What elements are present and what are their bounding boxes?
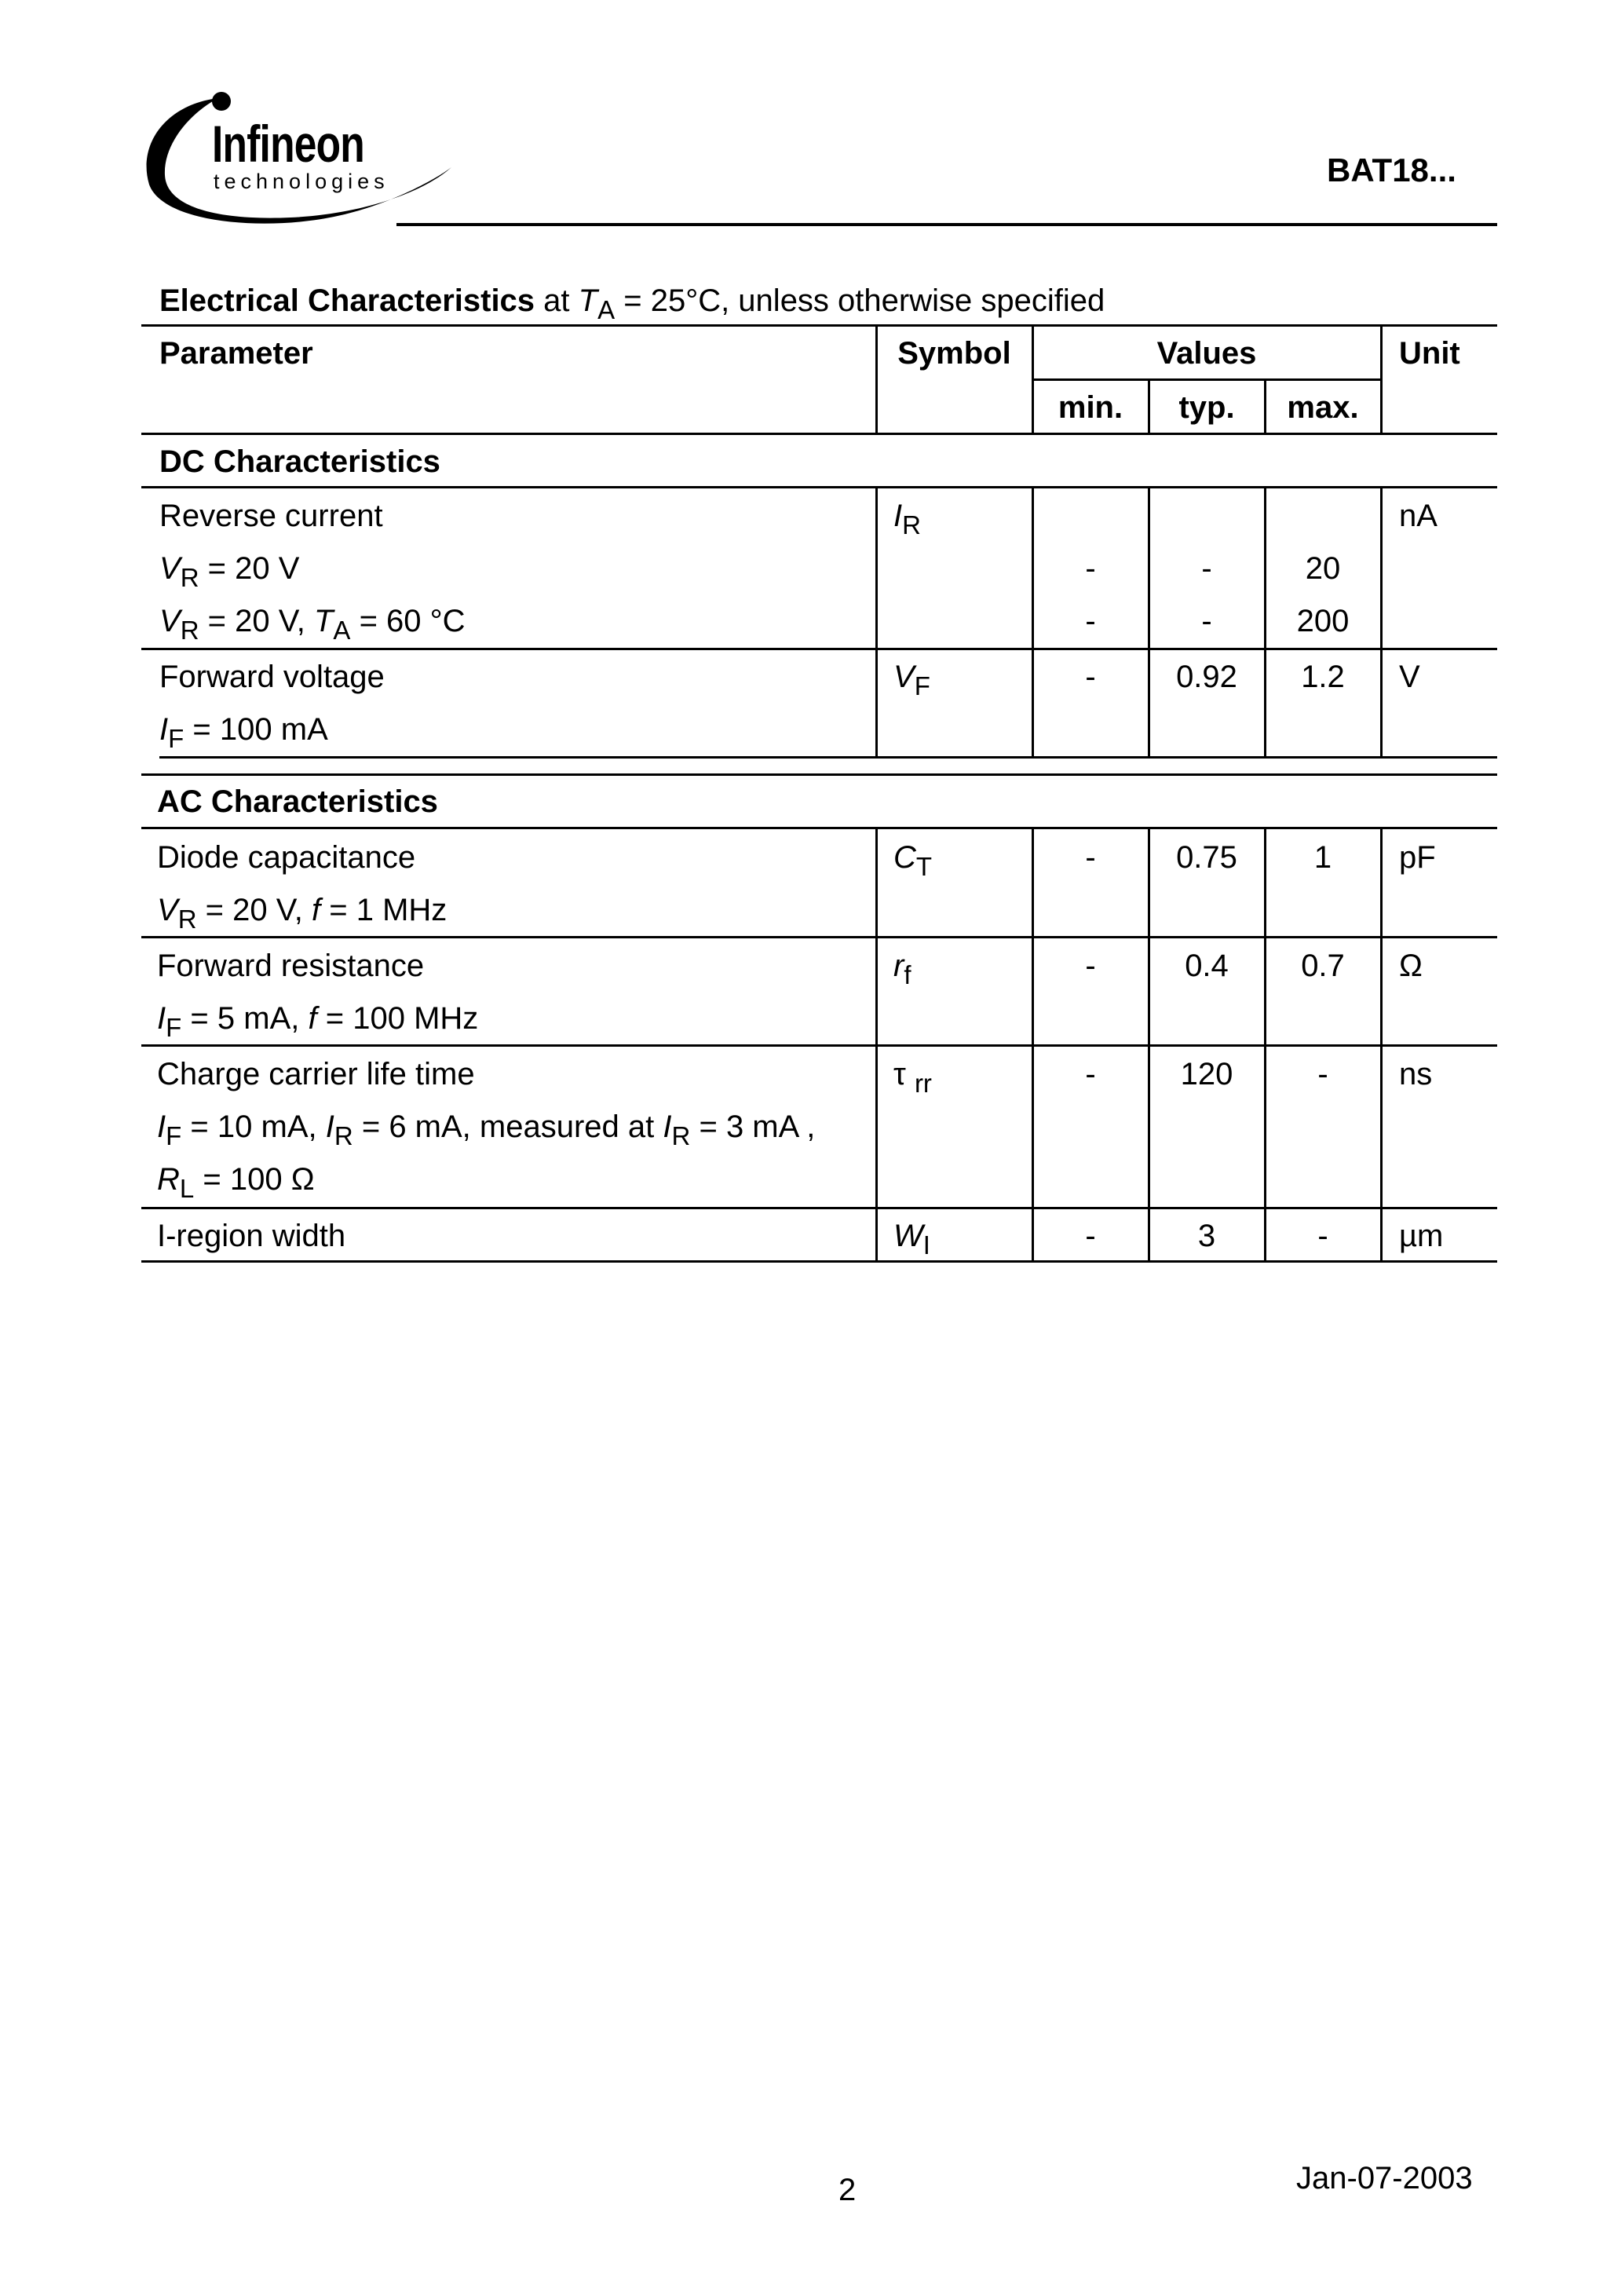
min-reverse-current-2: - (1085, 604, 1096, 638)
col-header-max: max. (1287, 390, 1359, 425)
cond-reverse-current-1: $V_R = 20$ V (159, 551, 300, 592)
max-forward-voltage: 1.2 (1301, 660, 1345, 694)
typ-iregion-width: 3 (1197, 1219, 1216, 1253)
unit-carrier-lifetime: ns (1399, 1057, 1433, 1091)
footer-date: Jan-07-2003 (1296, 2161, 1473, 2195)
col-header-typ: typ. (1178, 390, 1235, 425)
typ-carrier-lifetime: 120 (1180, 1057, 1233, 1091)
unit-forward-resistance: Ω (1399, 949, 1423, 983)
param-iregion-width: I-region width (157, 1219, 346, 1253)
min-diode-capacitance: - (1085, 840, 1096, 875)
table-caption: Electrical Characteristics at $T_A = 25^\circ C$, unless otherwise specified (159, 283, 1105, 324)
unit-diode-capacitance: pF (1399, 840, 1436, 875)
header-rule (396, 223, 1497, 226)
unit-forward-voltage: V (1399, 660, 1420, 694)
symbol-reverse-current: $I_R$ (893, 499, 921, 539)
param-diode-capacitance: Diode capacitance (157, 840, 416, 875)
max-carrier-lifetime: - (1317, 1057, 1328, 1091)
symbol-diode-capacitance: $C_T$ (893, 840, 933, 881)
min-forward-voltage: - (1085, 660, 1096, 694)
cond-reverse-current-2: $V_R = 20$ V, $T_A = 60$ °C (159, 604, 466, 645)
max-reverse-current-1: 20 (1305, 551, 1341, 586)
min-forward-resistance: - (1085, 949, 1096, 983)
min-reverse-current-1: - (1085, 551, 1096, 586)
param-forward-voltage: Forward voltage (159, 660, 385, 694)
col-header-min: min. (1058, 390, 1123, 425)
symbol-carrier-lifetime: τ $_{rr}$ (893, 1057, 932, 1098)
cond-diode-capacitance: $V_R = 20$ V, f = 1 MHz (157, 893, 448, 934)
cond-carrier-lifetime-1: $I_F = 10$ mA, $I_R = 6$ mA, measured at $I_R = 3$ mA , (157, 1110, 816, 1150)
symbol-iregion-width: $W_I$ (893, 1219, 930, 1260)
min-carrier-lifetime: - (1085, 1057, 1096, 1091)
col-header-unit: Unit (1399, 336, 1460, 371)
typ-diode-capacitance: 0.75 (1176, 840, 1237, 875)
max-reverse-current-2: 200 (1296, 604, 1350, 638)
unit-iregion-width: µm (1399, 1219, 1444, 1253)
typ-forward-resistance: 0.4 (1185, 949, 1229, 983)
part-number: BAT18... (1327, 152, 1456, 188)
col-header-symbol: Symbol (897, 336, 1011, 371)
min-iregion-width: - (1085, 1219, 1096, 1253)
max-diode-capacitance: 1 (1313, 840, 1332, 875)
cond-forward-voltage: $I_F = 100$ mA (159, 712, 328, 753)
param-forward-resistance: Forward resistance (157, 949, 425, 983)
col-header-values: Values (1156, 336, 1257, 371)
symbol-forward-resistance: $r_f$ (893, 949, 911, 989)
logo-wordmark: Infineon (212, 115, 364, 173)
cond-forward-resistance: $I_F = 5$ mA, f = 100 MHz (157, 1001, 479, 1042)
col-header-parameter: Parameter (159, 336, 313, 371)
param-carrier-lifetime: Charge carrier life time (157, 1057, 475, 1091)
typ-reverse-current-2: - (1201, 604, 1212, 638)
typ-reverse-current-1: - (1201, 551, 1212, 586)
section-title-dc: DC Characteristics (159, 444, 440, 479)
max-forward-resistance: 0.7 (1301, 949, 1345, 983)
cond-carrier-lifetime-2: $R_L = 100$ Ω (157, 1162, 315, 1203)
page-number: 2 (838, 2173, 857, 2207)
unit-reverse-current: nA (1399, 499, 1438, 533)
max-iregion-width: - (1317, 1219, 1328, 1253)
symbol-forward-voltage: $V_F$ (893, 660, 930, 700)
logo-tagline: technologies (214, 170, 389, 193)
typ-forward-voltage: 0.92 (1176, 660, 1237, 694)
param-reverse-current: Reverse current (159, 499, 383, 533)
section-title-ac: AC Characteristics (157, 784, 438, 819)
